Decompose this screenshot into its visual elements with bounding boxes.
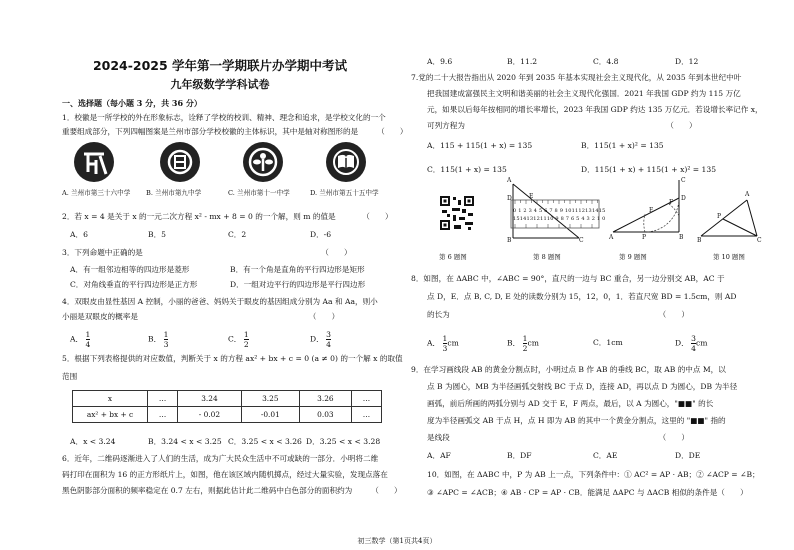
q6-line3: 黑色阴影部分面积的频率稳定在 0.7 左右，则据此估计此二维码中白色部分的面积约为 （ ） xyxy=(62,486,402,495)
q5-option-d: D．3.25 < x < 3.28 xyxy=(306,437,381,446)
label-p: P xyxy=(717,213,722,220)
q4-option-d: D． $\frac{3}{4}$ xyxy=(310,330,331,349)
label-e: E xyxy=(529,193,534,200)
label-d: D xyxy=(507,195,512,202)
q5-table xyxy=(72,390,382,423)
logo-school-55-icon xyxy=(326,142,366,182)
q9-option-c: C．AE xyxy=(593,451,618,460)
qr-code-icon xyxy=(439,195,475,231)
figure-9 xyxy=(609,176,689,242)
q3-option-a: A．有一组邻边相等的四边形是菱形 xyxy=(70,265,190,274)
label-b: B xyxy=(697,237,702,244)
q5-option-a: A．x < 3.24 xyxy=(70,437,116,446)
q5-option-b: B．3.24 < x < 3.25 xyxy=(148,437,222,446)
q9-option-a: A．AF xyxy=(427,451,451,460)
q6-option-a: A．9.6 xyxy=(427,57,453,66)
table-row: x … 3.24 3.25 3.26 … xyxy=(73,391,382,407)
label-f: F xyxy=(669,199,674,206)
exam-subtitle: 九年级数学学科试卷 xyxy=(170,78,270,91)
q4-option-a: A． $\frac{1}{4}$ xyxy=(70,330,91,349)
q8-option-d: D． $\frac{3}{4}$ cm xyxy=(675,334,708,353)
qr-code-figure xyxy=(439,195,475,231)
q5-line2: 范围 xyxy=(62,372,78,381)
label-a: A xyxy=(745,191,750,198)
figure-9-caption: 第 9 题图 xyxy=(619,253,647,261)
logo-school-36-icon xyxy=(74,142,114,182)
figure-8 xyxy=(507,177,606,246)
q5-line1: 5．根据下列表格提供的对应数值，判断关于 x 的方程 ax² + bx + c = 0 (a ≠ 0) 的一个解 x 的取值 xyxy=(62,354,403,363)
label-b: B xyxy=(679,234,684,241)
q8-option-a: A． $\frac{1}{3}$ cm xyxy=(427,334,459,353)
fraction: $\frac{1}{3}$ xyxy=(163,330,169,349)
label-p: P xyxy=(642,234,647,241)
q1-line2: 重要组成部分，下列四幅图案是兰州市部分学校校徽的主体标识，其中是轴对称图形的是 （ ） xyxy=(62,127,408,136)
label-b: B xyxy=(507,237,512,244)
q1-option-c: C. 兰州市第十一中学 xyxy=(228,189,290,197)
q9-option-d: D．DE xyxy=(675,451,701,460)
label-e: E xyxy=(649,207,654,214)
q2-line1: 2．若 x = 4 是关于 x 的一元二次方程 x² - mx + 8 = 0 的一个解，则 m 的值是 （ ） xyxy=(62,212,393,221)
q7-option-b: B．115(1 + x)² = 135 xyxy=(581,141,664,150)
q4-option-b: B． $\frac{1}{3}$ xyxy=(148,330,169,349)
q8-option-c: C．1cm xyxy=(593,338,623,347)
q6-option-c: C．4.8 xyxy=(593,57,619,66)
q7-option-a: A．115 + 115(1 + x) = 135 xyxy=(427,141,533,150)
q5-option-c: C．3.25 < x < 3.26 xyxy=(228,437,302,446)
q6-option-b: B．11.2 xyxy=(507,57,538,66)
q8-line2: 点 D，E．点 B, C, D, E 处的读数分别为 15，12，0，1．若直尺宽 BD = 1.5cm，则 AD xyxy=(427,292,737,301)
q1-option-d: D. 兰州市第五十五中学 xyxy=(310,189,379,197)
q7-line3: 元，如果以后每年按相同的增长率增长，2023 年我国 GDP 约达 135 万亿元．若设增长率记作 x， xyxy=(427,105,763,114)
q8-line3: 的长为 （ ） xyxy=(427,310,689,319)
exam-title: 2024-2025 学年第一学期联片办学期中考试 xyxy=(92,58,348,73)
q4-line2: 小丽是双眼皮的概率是 （ ） xyxy=(62,312,340,321)
q1-option-a: A. 兰州市第三十六中学 xyxy=(62,189,131,197)
figure-8-caption: 第 8 题图 xyxy=(533,253,561,261)
q9-line1: 9．在学习画线段 AB 的黄金分割点时，小明过点 B 作 AB 的垂线 BC，取 AB 的中点 M，以 xyxy=(411,365,726,374)
q6-line1: 6．近年，二维码逐渐进入了人们的生活，成为广大民众生活中不可或缺的一部分．小明将二维 xyxy=(62,454,379,463)
q10-line2: ③ ∠APC = ∠ACB；④ AB · CP = AP · CB．能满足 ΔAPC 与 ΔACB 相似的条件是（ ） xyxy=(427,488,748,497)
fraction: $\frac{1}{2}$ xyxy=(522,334,528,353)
label-c: C xyxy=(681,177,686,184)
q9-line5: 是线段 （ ） xyxy=(427,433,689,442)
q9-line3: 画弧，前后所画的两弧分别与 AD 交于 E，F 两点，最后，以 A 为圆心，"■■" 的长 xyxy=(427,399,714,408)
q6-line2: 码打印在面积为 16 的正方形纸片上，如图，他在该区域内随机掷点，经过大量实验，发现点落在 xyxy=(62,470,388,479)
table-row: ax² + bx + c … - 0.02 -0.01 0.03 … xyxy=(73,407,382,423)
figure-6-caption: 第 6 题图 xyxy=(439,253,467,261)
ruler-ticks-top: 0 1 2 3 4 5 6 7 8 9 101112131415 xyxy=(513,208,606,214)
q1-option-b: B. 兰州市第九中学 xyxy=(146,189,202,197)
q9-option-b: B．DF xyxy=(507,451,532,460)
right-column xyxy=(397,0,794,550)
q2-option-c: C．2 xyxy=(228,230,247,239)
ruler-ticks-bottom: 151413121110 9 8 7 6 5 4 3 2 1 0 xyxy=(513,216,606,222)
fraction: $\frac{3}{4}$ xyxy=(326,330,331,349)
q2-option-b: B．5 xyxy=(148,230,167,239)
section-heading: 一、选择题（每小题 3 分，共 36 分） xyxy=(62,98,202,108)
label-d: D xyxy=(681,195,686,202)
q7-line4: 可列方程为 （ ） xyxy=(427,121,697,130)
q8-option-b: B． $\frac{1}{2}$ cm xyxy=(507,334,539,353)
label-c: C xyxy=(579,237,584,244)
fraction: $\frac{1}{3}$ xyxy=(442,334,448,353)
fraction: $\frac{1}{4}$ xyxy=(85,330,91,349)
q4-line1: 4．双眼皮由显性基因 A 控制，小丽的爸爸、妈妈关于眼皮的基因组成分别为 Aa 和 Aa，则小 xyxy=(62,297,378,306)
q2-option-d: D．-6 xyxy=(310,230,332,239)
q6-option-d: D．12 xyxy=(675,57,699,66)
label-c: C xyxy=(757,237,762,244)
label-a: A xyxy=(609,234,614,241)
q7-line1: 7.党的二十大报告指出从 2020 年到 2035 年基本实现社会主义现代化，从 2035 年到本世纪中叶 xyxy=(411,73,742,82)
q1-line1: 1．校徽是一所学校的外在形象标志，诠释了学校的校训、精神、理念和追求，是学校文化的一个 xyxy=(62,113,386,122)
q8-line1: 8．如图，在 ΔABC 中，∠ABC = 90°，直尺的一边与 BC 重合，另一边分别交 AB，AC 于 xyxy=(411,274,725,283)
figure-10 xyxy=(697,191,767,244)
page-footer: 初三数学（第1页共4页） xyxy=(357,537,437,545)
q9-line4: 度为半径画弧交 AB 于点 H，点 H 即为 AB 的其中一个黄金分割点，这里的 "■■" 指的 xyxy=(427,416,726,425)
q3-option-d: D．一组对边平行的四边形是平行四边形 xyxy=(230,280,366,289)
figure-10-caption: 第 10 题图 xyxy=(713,253,745,261)
q2-option-a: A．6 xyxy=(70,230,88,239)
q4-option-c: C． $\frac{1}{2}$ xyxy=(228,330,249,349)
q7-option-d: D．115(1 + x) + 115(1 + x)² = 135 xyxy=(581,165,717,174)
fraction: $\frac{1}{2}$ xyxy=(243,330,249,349)
fraction: $\frac{3}{4}$ xyxy=(691,334,696,353)
q10-line1: 10．如图，在 ΔABC 中，P 为 AB 上一点，下列条件中：① AC² = AP · AB；② ∠ACP = ∠B； xyxy=(427,470,760,479)
q3-option-c: C．对角线垂直的平行四边形是正方形 xyxy=(70,280,198,289)
q3-option-b: B．有一个角是直角的平行四边形是矩形 xyxy=(230,265,365,274)
q7-line2: 把我国建成富强民主文明和谐美丽的社会主义现代化强国．2021 年我国 GDP 约为 115 万亿 xyxy=(427,89,741,98)
logo-school-9-icon xyxy=(160,142,200,182)
q9-line2: 点 B 为圆心，MB 为半径画弧交射线 BC 于点 D，连接 AD，再以点 D 为圆心，DB 为半径 xyxy=(427,382,738,391)
q7-option-c: C．115(1 + x) = 135 xyxy=(427,165,507,174)
label-a: A xyxy=(507,177,512,184)
logo-school-11-icon xyxy=(243,142,283,182)
q3-line1: 3．下列命题中正确的是 （ ） xyxy=(62,248,352,257)
